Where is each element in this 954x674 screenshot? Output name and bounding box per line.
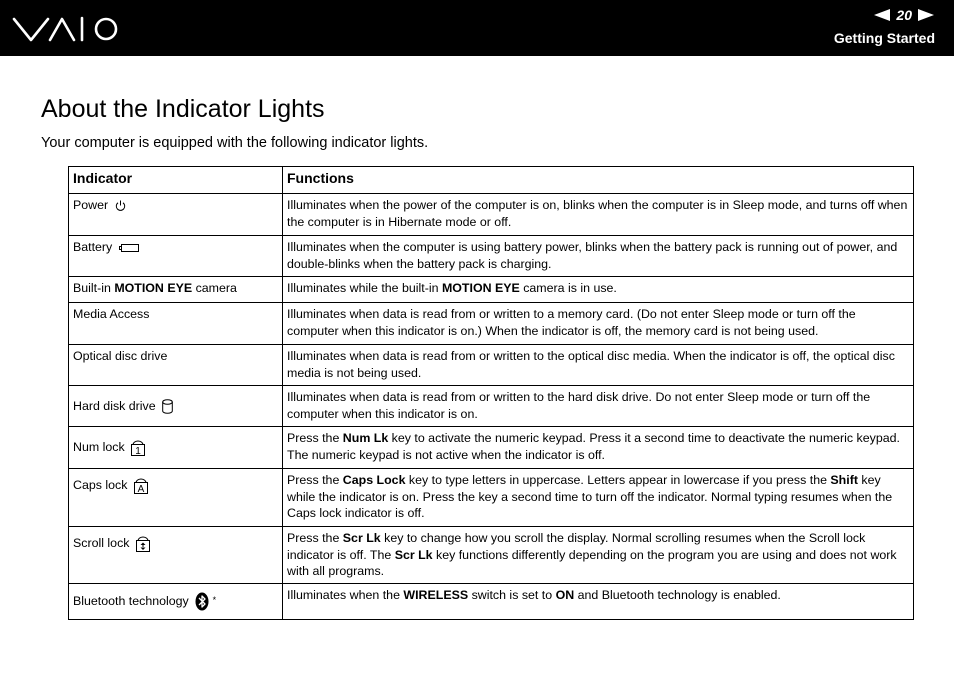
table-row xyxy=(69,469,914,527)
right-arrow-icon[interactable] xyxy=(918,9,934,21)
indicator-label: Bluetooth technology xyxy=(73,593,189,608)
function-cell: Illuminates when the power of the computer is on, blinks when the computer is in Sleep mode, and turns off when the computer is in Hibernate mode or off. xyxy=(283,194,914,236)
left-arrow-icon[interactable] xyxy=(874,9,890,21)
function-cell: Illuminates when the computer is using battery power, blinks when the battery pack is running out of power, and double-blinks when the battery pack is charging. xyxy=(283,236,914,277)
indicator-cell: Optical disc drive xyxy=(69,345,283,386)
indicator-label-bold: MOTION EYE xyxy=(114,281,193,295)
indicator-cell xyxy=(69,236,283,277)
function-cell: Illuminates when data is read from or written to a memory card. (Do not enter Sleep mode or turn off the computer when this indicator is on.) When the indicator is off, the memory card is not being used. xyxy=(283,303,914,345)
function-text: and Bluetooth technology is enabled. xyxy=(574,588,781,602)
function-text: key to change how you scroll the display. Normal scrolling resumes when the Scroll lock indicator is off. The xyxy=(287,531,866,562)
header-indicator: Indicator xyxy=(69,167,283,194)
indicator-cell xyxy=(69,427,283,469)
page-header xyxy=(0,0,954,56)
function-bold: Scr Lk xyxy=(342,531,381,545)
function-text: Press the xyxy=(287,473,343,487)
vaio-logo xyxy=(12,14,122,44)
table-row xyxy=(69,345,914,386)
indicator-cell xyxy=(69,527,283,584)
num-lock-icon xyxy=(131,439,145,456)
table-row xyxy=(69,303,914,345)
page-navigation xyxy=(874,8,934,22)
function-cell xyxy=(283,469,914,527)
table-row xyxy=(69,236,914,277)
table-row xyxy=(69,427,914,469)
function-text: key to type letters in uppercase. Letters appear in lowercase if you press the xyxy=(405,473,831,487)
indicator-cell xyxy=(69,386,283,427)
function-cell xyxy=(283,277,914,303)
indicator-label: Scroll lock xyxy=(73,536,130,550)
function-text: Press the xyxy=(287,531,343,545)
table-row xyxy=(69,277,914,303)
function-text: Illuminates when the xyxy=(287,588,404,602)
caps-lock-glyph: A xyxy=(137,484,145,495)
indicator-cell: Media Access xyxy=(69,303,283,345)
function-cell xyxy=(283,584,914,620)
function-cell: Illuminates when data is read from or written to the hard disk drive. Do not enter Sleep mode or turn off the computer when this indicator is on. xyxy=(283,386,914,427)
indicator-table xyxy=(68,166,914,620)
indicator-label: Caps lock xyxy=(73,478,128,492)
function-cell xyxy=(283,527,914,584)
function-text: switch is set to xyxy=(468,588,556,602)
function-bold: Shift xyxy=(830,473,858,487)
caps-lock-icon xyxy=(134,477,148,494)
function-bold: MOTION EYE xyxy=(441,281,520,295)
indicator-label: Built-in xyxy=(73,281,115,295)
function-text: key functions differently depending on the program you are using and does not work with all programs. xyxy=(287,547,897,578)
function-text: Press the xyxy=(287,431,343,445)
battery-icon xyxy=(119,244,139,252)
num-lock-glyph: 1 xyxy=(135,446,141,457)
table-row xyxy=(69,584,914,620)
indicator-cell xyxy=(69,469,283,527)
header-functions: Functions xyxy=(283,167,914,194)
function-bold: Scr Lk xyxy=(394,547,433,562)
indicator-label-suffix: camera xyxy=(192,281,237,295)
function-text: camera is in use. xyxy=(519,281,617,295)
indicator-label: Num lock xyxy=(73,439,125,454)
function-cell xyxy=(283,427,914,469)
page-title: About the Indicator Lights xyxy=(41,95,325,123)
power-icon xyxy=(115,200,126,212)
function-bold: ON xyxy=(555,588,575,602)
bluetooth-icon xyxy=(195,592,209,611)
table-row xyxy=(69,386,914,427)
function-text: key to activate the numeric keypad. Press it a second time to deactivate the numeric keypad. The numeric keypad is not active when the indicator is off. xyxy=(287,431,900,462)
indicator-cell xyxy=(69,277,283,303)
table-header-row xyxy=(69,167,914,194)
function-bold: WIRELESS xyxy=(403,588,469,602)
section-title: Getting Started xyxy=(833,30,935,46)
indicator-label: Power xyxy=(73,198,109,212)
table-row xyxy=(69,194,914,236)
indicator-label: Battery xyxy=(73,240,113,254)
page-number: 20 xyxy=(896,7,912,23)
intro-text: Your computer is equipped with the following indicator lights. xyxy=(41,135,429,151)
function-bold: Caps Lock xyxy=(342,473,406,487)
function-cell: Illuminates when data is read from or written to the optical disc media. When the indicator is off, the optical disc media is not being used. xyxy=(283,345,914,386)
function-text: Illuminates while the built-in xyxy=(287,281,442,295)
indicator-cell xyxy=(69,584,283,620)
function-text: key while the indicator is on. Press the key a second time to turn off the indicator. Normal typing resumes when the Caps lock indicator is off. xyxy=(287,473,893,520)
table-row xyxy=(69,527,914,584)
indicator-label: Hard disk drive xyxy=(73,398,156,413)
hard-disk-icon xyxy=(162,399,173,414)
scroll-lock-icon xyxy=(136,535,150,552)
indicator-cell xyxy=(69,194,283,236)
footnote-marker: * xyxy=(212,595,217,605)
function-bold: Num Lk xyxy=(342,431,389,445)
